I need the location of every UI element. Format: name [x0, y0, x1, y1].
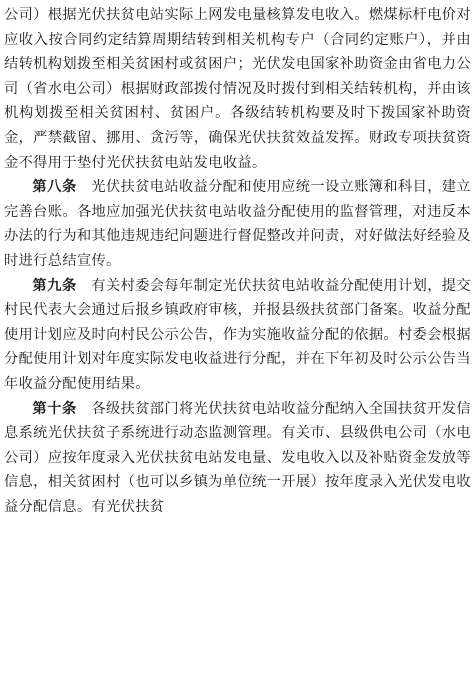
paragraph-text: 有关村委会每年制定光伏扶贫电站收益分配使用计划，提交村民代表大会通过后报乡镇政府审核，并报县级扶贫部门备案。收益分配使用计划应及时向村民公示公告，作为实施收益分配的依据。村委会根据分配使用计划对年度实际发电收益进行分配，并在下年初及时公示公告当年收益分配使用结果。 — [4, 277, 471, 392]
paragraph-article-9 — [4, 274, 471, 397]
paragraph-article-7-continued — [4, 3, 471, 175]
paragraph-text: 光伏扶贫电站收益分配和使用应统一设立账簿和科目，建立完善台账。各地应加强光伏扶贫电站收益分配使用的监督管理，对违反本办法的行为和其他违规违纪问题进行督促整改并问责，对好做法好经验及时进行总结宣传。 — [4, 179, 471, 269]
paragraph-article-10 — [4, 397, 471, 520]
article-number: 第九条 — [32, 277, 77, 294]
paragraph-text: 各级扶贫部门将光伏扶贫电站收益分配纳入全国扶贫开发信息系统光伏扶贫子系统进行动态监测管理。有关市、县级供电公司（水电公司）应按年度录入光伏扶贫电站发电量、发电收入以及补贴资金发放等信息，相关贫困村（也可以乡镇为单位统一开展）按年度录入光伏发电收益分配信息。有光伏扶贫 — [4, 400, 471, 515]
paragraph-text: 公司）根据光伏扶贫电站实际上网发电量核算发电收入。燃煤标杆电价对应收入按合同约定结算周期结转到相关机构专户（合同约定账户），并由结转机构划拨至相关贫困村或贫困户；光伏发电国家补助资金由省电力公司（省水电公司）根据财政部拨付情况及时拨付到相关结转机构，并由该机构划拨至相关贫困村、贫困户。各级结转机构要及时下拨国家补助资金，严禁截留、挪用、贪污等，确保光伏扶贫效益发挥。财政专项扶贫资金不得用于垫付光伏扶贫电站发电收益。 — [4, 7, 471, 171]
article-number: 第十条 — [32, 400, 77, 417]
paragraph-article-8 — [4, 175, 471, 273]
article-number: 第八条 — [32, 179, 77, 196]
